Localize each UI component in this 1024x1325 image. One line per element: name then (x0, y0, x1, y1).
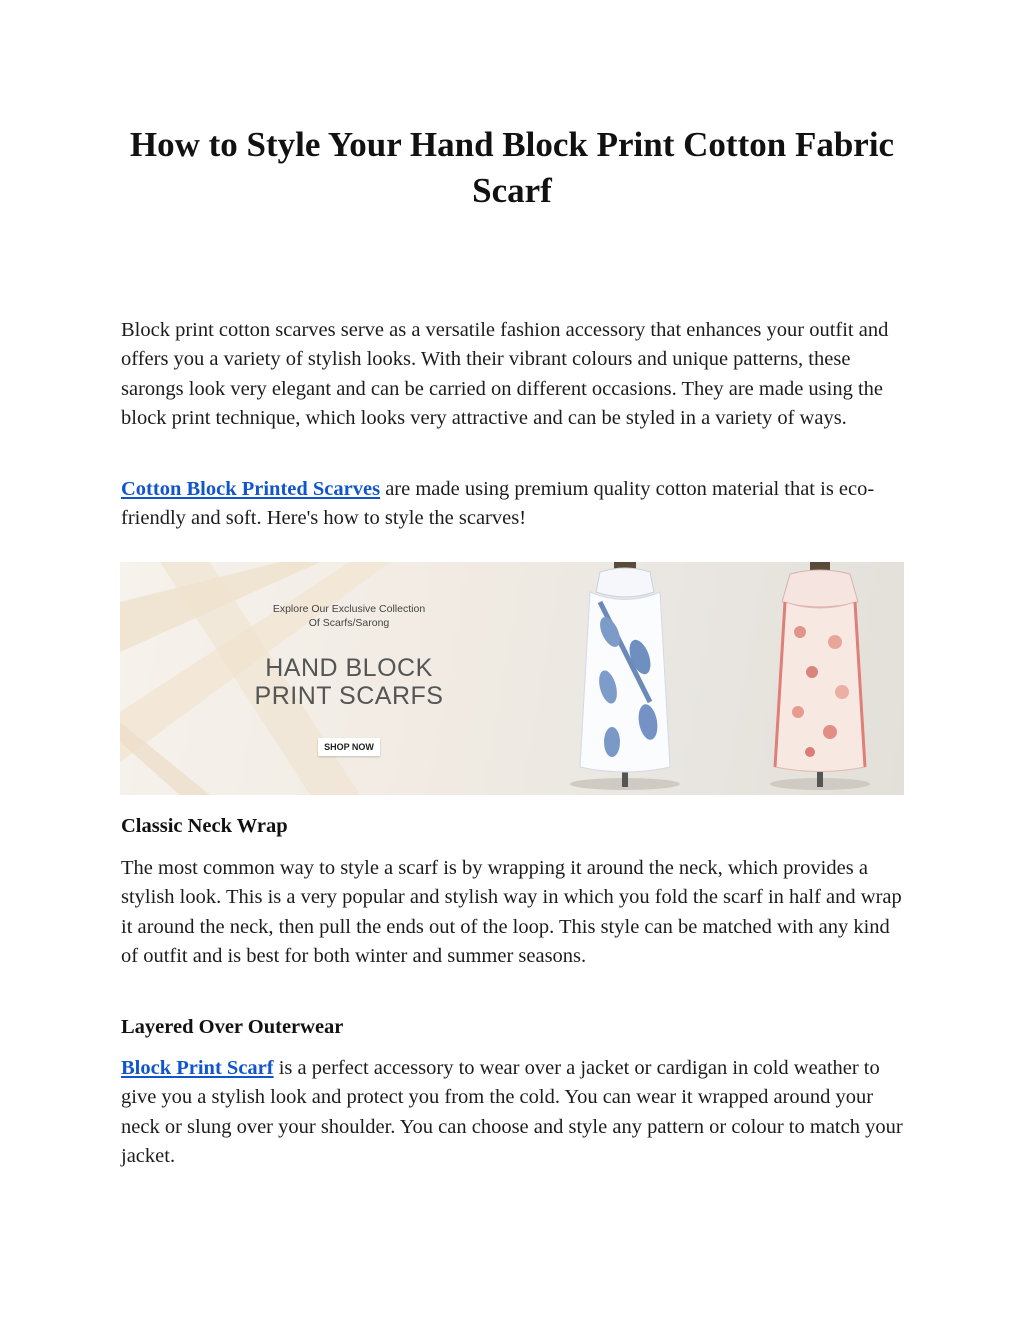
banner-text-block (224, 602, 474, 756)
shop-now-button[interactable]: SHOP NOW (318, 738, 380, 756)
blue-scarf-mannequin-image (530, 562, 700, 795)
cotton-block-printed-scarves-link[interactable]: Cotton Block Printed Scarves (121, 478, 381, 500)
layered-outerwear-text: is a perfect accessory to wear over a jacket or cardigan in cold weather to give you a stylish look and protect you from the cold. You can wear it wrapped around your neck or slung over your shoulder. You can choose and style any pattern or colour to match your jacket. (121, 1057, 903, 1168)
promo-banner[interactable] (120, 562, 904, 795)
floral-scarf-mannequin-image (740, 562, 900, 795)
scarves-paragraph-text: are made using premium quality cotton material that is eco-friendly and soft. Here's how to style the scarves! (121, 478, 875, 530)
layered-outerwear-paragraph (121, 1054, 911, 1172)
block-print-scarf-link[interactable]: Block Print Scarf (121, 1057, 274, 1079)
banner-headline-line2: PRINT SCARFS (254, 682, 444, 710)
intro-paragraph: Block print cotton scarves serve as a versatile fashion accessory that enhances your outfit and offers you a variety of stylish looks. With their vibrant colours and unique patterns, these sarongs look very elegant and can be carried on different occasions. They are made using the block print technique, which looks very attractive and can be styled in a variety of ways. (121, 319, 889, 430)
classic-neck-wrap-paragraph: The most common way to style a scarf is by wrapping it around the neck, which provides a stylish look. This is a very popular and stylish way in which you fold the scarf in half and wrap it around the neck, then pull the ends out of the loop. This style can be matched with any kind of outfit and is best for both winter and summer seasons. (121, 857, 902, 968)
banner-subtitle-line2: Of Scarfs/Sarong (308, 617, 390, 629)
banner-subtitle-line1: Explore Our Exclusive Collection (272, 603, 426, 615)
section-heading-classic-neck-wrap: Classic Neck Wrap (121, 815, 288, 837)
banner-headline-line1: HAND BLOCK (265, 654, 433, 682)
page-title: How to Style Your Hand Block Print Cotton Fabric Scarf (129, 125, 895, 210)
scarves-paragraph (121, 475, 911, 534)
section-heading-layered-over-outerwear: Layered Over Outerwear (121, 1016, 344, 1038)
